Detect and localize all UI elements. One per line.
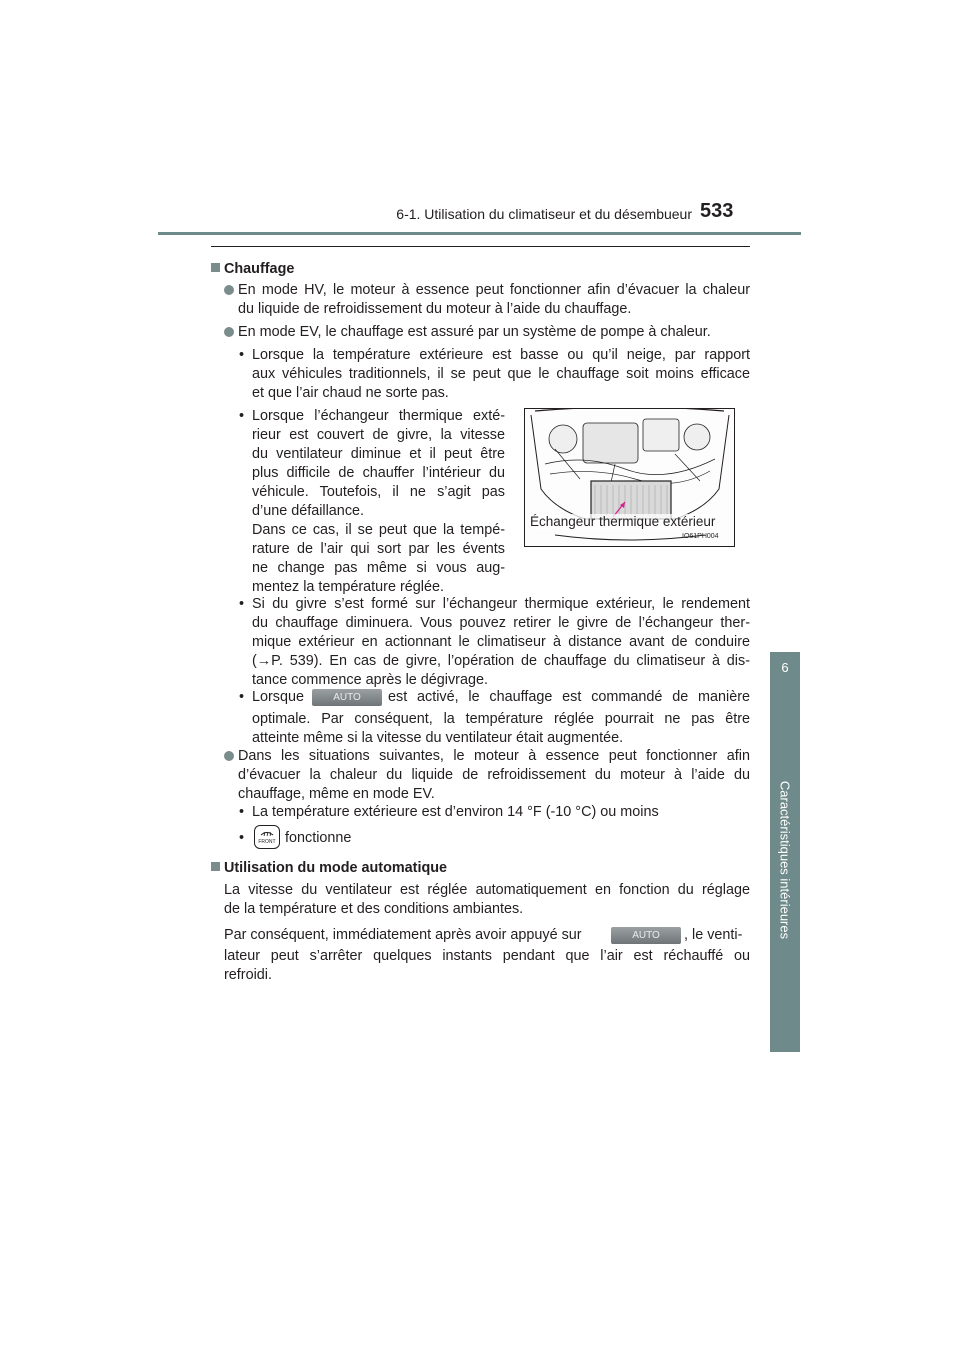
chapter-number: 6 (781, 660, 789, 675)
bullet-hv-line2: du liquide de refroidissement du moteur à l’aide du chauffage. (238, 301, 632, 317)
sub2-line10: mentez la température réglée. (252, 579, 444, 595)
figure-code: IO61PH004 (682, 533, 719, 540)
sub1-line2: aux véhicules traditionnels, il se peut que le chauffage soit moins efficace (252, 366, 750, 382)
sub4-line3: atteinte même si la vitesse du ventilateur était augmentée. (252, 730, 624, 746)
sub2-line7: Dans ce cas, il se peut que la tempé- (252, 522, 505, 538)
situation-front-defroster: fonctionne (285, 830, 352, 846)
sub2-line1: Lorsque l’échangeur thermique exté- (252, 408, 505, 424)
round-bullet-icon (224, 751, 234, 761)
square-bullet-icon (211, 862, 220, 871)
sub2-line2: rieur est couvert de givre, la vitesse (252, 427, 505, 443)
bullet-ev-line1: En mode EV, le chauffage est assuré par un système de pompe à chaleur. (238, 324, 711, 340)
sub2-line9: ne change pas même si vous aug- (252, 560, 505, 576)
square-bullet-icon (211, 263, 220, 272)
sub3-line5: tance commence après le dégivrage. (252, 672, 488, 688)
chapter-label: Caractéristiques intérieures (777, 780, 793, 940)
sub2-line8: rature de l’air qui sort par les évents (252, 541, 505, 557)
sub-bullet-icon: • (239, 408, 245, 424)
bullet-situations-line3: chauffage, même en mode EV. (238, 786, 435, 802)
bullet-situations-line2: d’évacuer la chaleur du liquide de refroidissement du moteur à l’aide du (238, 767, 750, 783)
sub3-line4: (→P. 539). En cas de givre, l’opération de chauffage du climatiseur à dis- (252, 653, 750, 669)
auto-p1-line1: La vitesse du ventilateur est réglée automatiquement en fonction du réglage (224, 882, 750, 898)
heading-heating: Chauffage (211, 260, 294, 279)
sub2-line6: d’une défaillance. (252, 503, 365, 519)
front-defroster-button-icon (254, 825, 280, 849)
bullet-hv-line1: En mode HV, le moteur à essence peut fonctionner afin d’évacuer la chaleur (238, 282, 750, 298)
sub2-line4: plus difficile de chauffer l’intérieur du (252, 465, 505, 481)
auto-button-icon: AUTO (312, 689, 382, 706)
sub2-line5: véhicule. Toutefois, il ne s’agit pas (252, 484, 505, 500)
page-number: 533 (700, 200, 734, 222)
sub-bullet-icon: • (239, 347, 245, 363)
sub-bullet-icon: • (239, 830, 245, 846)
sub3-line1: Si du givre s’est formé sur l’échangeur thermique extérieur, le rendement (252, 596, 750, 612)
section-rule (211, 246, 750, 247)
round-bullet-icon (224, 285, 234, 295)
sub4-post: est activé, le chauffage est commandé de manière (388, 689, 750, 705)
auto-button-icon: AUTO (611, 927, 681, 944)
sub2-line3: du ventilateur diminue et il peut être (252, 446, 505, 462)
figure-callout-label: Échangeur thermique extérieur (530, 514, 716, 529)
header-rule (158, 232, 801, 235)
round-bullet-icon (224, 327, 234, 337)
front-label: FRONT (258, 839, 276, 845)
sub-bullet-icon: • (239, 689, 245, 705)
sub4-pre: Lorsque (252, 689, 305, 705)
auto-p2-line2: lateur peut s’arrêter quelques instants pendant que l’air est réchauffé ou (224, 948, 750, 964)
sub1-line3: et que l’air chaud ne sorte pas. (252, 385, 449, 401)
sub1-line1: Lorsque la température extérieure est basse ou qu’il neige, par rapport (252, 347, 750, 363)
sub3-line2: du chauffage diminuera. Vous pouvez retirer le givre de l’échangeur ther- (252, 615, 750, 631)
sub3-line3: mique extérieur en actionnant le climatiseur à distance avant de conduire (252, 634, 750, 650)
heading-auto-mode: Utilisation du mode automatique (211, 859, 447, 878)
bullet-situations-line1: Dans les situations suivantes, le moteur à essence peut fonctionner afin (238, 748, 750, 764)
sub-bullet-icon: • (239, 596, 245, 612)
auto-p2-pre: Par conséquent, immédiatement après avoir appuyé sur (224, 927, 582, 943)
auto-p2-line3: refroidi. (224, 967, 272, 983)
sub-bullet-icon: • (239, 804, 245, 820)
situation-temperature: La température extérieure est d’environ 14 °F (-10 °C) ou moins (252, 804, 659, 820)
sub4-line2: optimale. Par conséquent, la température réglée pourrait ne pas être (252, 711, 750, 727)
auto-p2-post: , le venti- (684, 927, 743, 943)
auto-p1-line2: de la température et des conditions ambiantes. (224, 901, 524, 917)
running-header-title: 6-1. Utilisation du climatiseur et du désembueur (396, 206, 692, 222)
